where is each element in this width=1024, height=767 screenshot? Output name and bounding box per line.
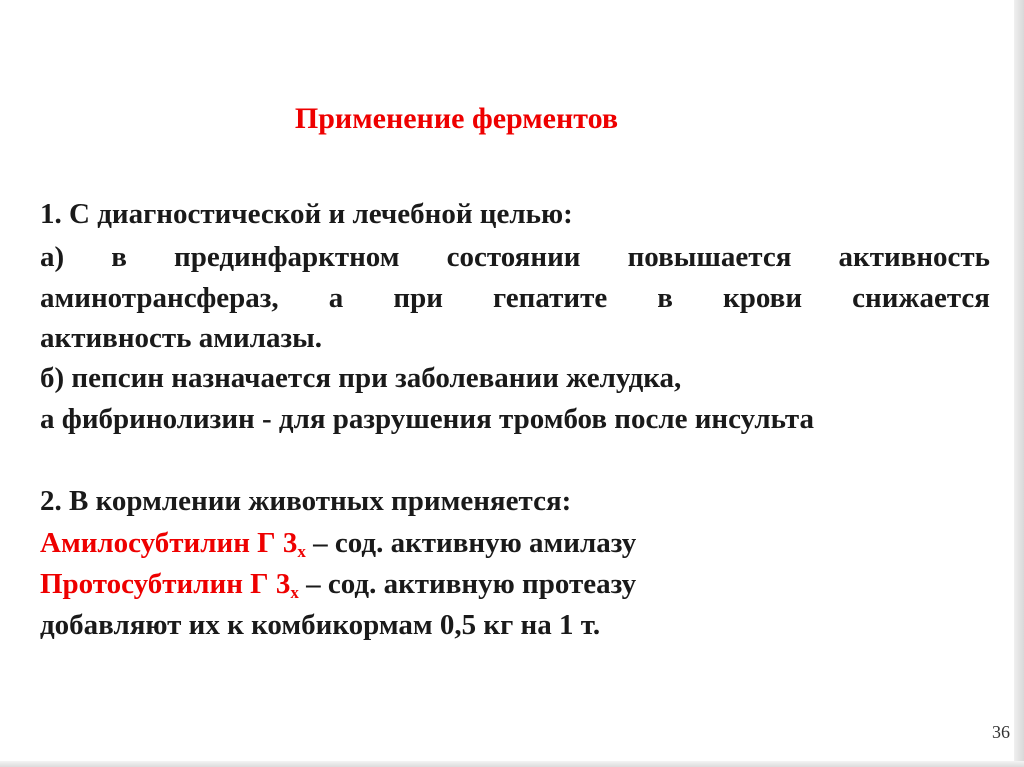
dosage-line: добавляют их к комбикормам 0,5 кг на 1 т. [40, 609, 601, 641]
feed-additive-amylosubtilin [40, 526, 636, 560]
page-number: 36 [992, 722, 1010, 742]
additive-name: Амилосубтилин Г 3 [40, 527, 298, 559]
additive-subscript: х [290, 583, 299, 602]
additive-name: Протосубтилин Г 3 [40, 568, 291, 600]
slide-title: Применение ферментов [294, 102, 619, 135]
item-a-line-2: аминотрансфераз, а при гепатите в крови снижается [40, 282, 990, 314]
additive-description: – сод. активную протеазу [298, 568, 637, 600]
frame-edge-bottom [0, 761, 1024, 767]
section-2-heading: 2. В кормлении животных применяется: [40, 485, 572, 517]
item-a-line-1: а) в прединфарктном состоянии повышается активность [40, 241, 990, 273]
additive-description: – сод. активную амилазу [305, 527, 637, 559]
item-b-line-1: б) пепсин назначается при заболевании желудка, [40, 362, 682, 394]
additive-subscript: х [297, 542, 306, 561]
section-1-heading: 1. С диагностической и лечебной целью: [40, 198, 573, 230]
item-b-line-2: а фибринолизин - для разрушения тромбов после инсульта [40, 403, 815, 435]
item-a-line-3: активность амилазы. [40, 322, 323, 354]
feed-additive-protosubtilin [40, 567, 636, 601]
frame-edge-right [1014, 0, 1024, 767]
